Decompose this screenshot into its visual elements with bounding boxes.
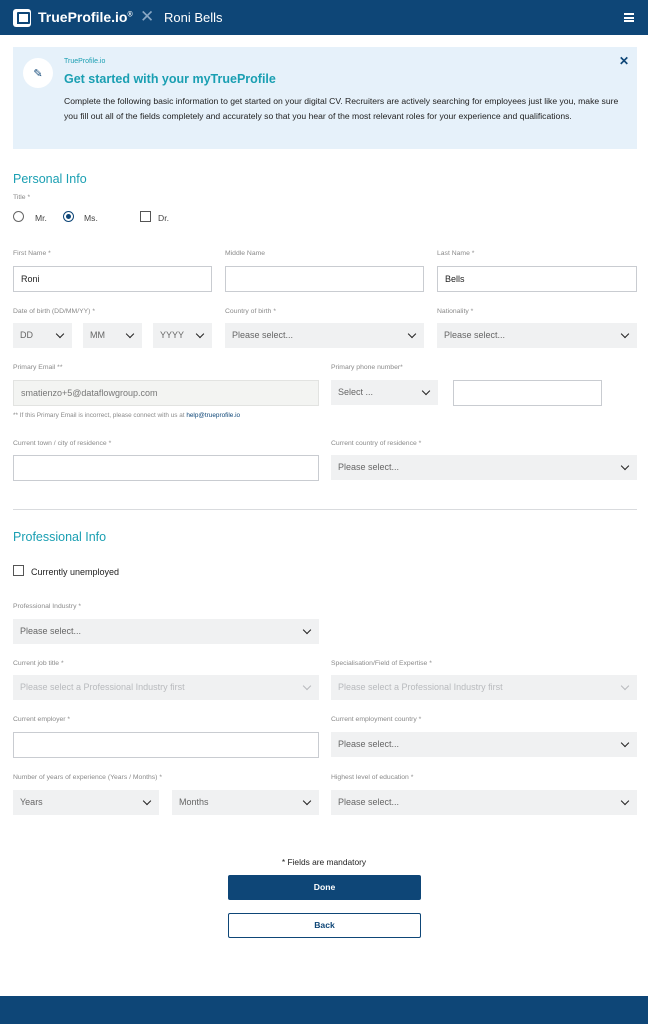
employer-field[interactable] [13, 732, 319, 758]
unemployed-label: Currently unemployed [31, 567, 120, 577]
education-label: Highest level of education * [331, 774, 414, 781]
primary-phone-label: Primary phone number* [331, 364, 403, 371]
middle-name-field[interactable] [225, 266, 424, 292]
chevron-down-icon [408, 330, 416, 338]
middle-name-label: Middle Name [225, 250, 266, 257]
first-name-label: First Name * [13, 250, 51, 257]
title-radio-ms[interactable] [63, 211, 74, 222]
chevron-down-icon [621, 330, 629, 338]
chevron-down-icon [621, 797, 629, 805]
country-of-birth-label: Country of birth * [225, 308, 276, 315]
primary-email-field: smatienzo+5@dataflowgroup.com [13, 380, 319, 406]
hamburger-icon[interactable] [624, 13, 634, 22]
primary-email-label: Primary Email ** [13, 364, 63, 371]
employment-country-select[interactable]: Please select... [331, 732, 637, 757]
experience-years-select[interactable]: Years [13, 790, 159, 815]
chevron-down-icon [126, 330, 134, 338]
residence-country-select[interactable]: Please select... [331, 455, 637, 480]
chevron-down-icon [303, 797, 311, 805]
chevron-down-icon [303, 682, 311, 690]
brand-name[interactable]: TrueProfile.io® [38, 9, 133, 25]
town-label: Current town / city of residence * [13, 440, 112, 447]
email-note: ** If this Primary Email is incorrect, please connect with us at help@trueprofile.io [13, 412, 241, 419]
dob-year-select[interactable]: YYYY [153, 323, 212, 348]
professional-info-heading: Professional Info [13, 530, 107, 544]
personal-info-heading: Personal Info [13, 172, 87, 186]
section-divider [13, 509, 637, 510]
chevron-down-icon [621, 682, 629, 690]
chevron-down-icon [56, 330, 64, 338]
dob-month-select[interactable]: MM [83, 323, 142, 348]
employment-country-label: Current employment country * [331, 716, 422, 723]
job-title-label: Current job title * [13, 660, 64, 667]
employer-label: Current employer * [13, 716, 71, 723]
education-select[interactable]: Please select... [331, 790, 637, 815]
chevron-down-icon [143, 797, 151, 805]
title-checkbox-dr[interactable] [140, 211, 151, 222]
experience-label: Number of years of experience (Years / Months) * [13, 774, 162, 781]
chevron-down-icon [621, 462, 629, 470]
unemployed-checkbox[interactable] [13, 565, 24, 576]
town-field[interactable] [13, 455, 319, 481]
banner-brand: TrueProfile.io [64, 58, 106, 65]
top-bar [0, 0, 648, 35]
banner-title: Get started with your myTrueProfile [64, 72, 276, 86]
title-radio-mr-label: Mr. [35, 213, 47, 223]
industry-label: Professional Industry * [13, 603, 82, 610]
experience-months-select[interactable]: Months [172, 790, 319, 815]
pencil-icon: ✎ [23, 58, 53, 88]
title-radio-mr[interactable] [13, 211, 24, 222]
specialisation-label: Specialisation/Field of Expertise * [331, 660, 432, 667]
user-name: Roni Bells [164, 10, 223, 25]
chevron-down-icon [621, 739, 629, 747]
chevron-down-icon [422, 387, 430, 395]
job-title-select[interactable]: Please select a Professional Industry first [13, 675, 319, 700]
industry-select[interactable]: Please select... [13, 619, 319, 644]
title-label: Title * [13, 194, 31, 201]
last-name-field[interactable]: Bells [437, 266, 637, 292]
last-name-label: Last Name * [437, 250, 475, 257]
residence-country-label: Current country of residence * [331, 440, 422, 447]
trueprofile-logo-icon[interactable] [13, 9, 31, 27]
footer-bar [0, 996, 648, 1024]
info-banner [13, 47, 637, 149]
done-button[interactable]: Done [228, 875, 421, 900]
back-button[interactable]: Back [228, 913, 421, 938]
dob-label: Date of birth (DD/MM/YY) * [13, 308, 95, 315]
first-name-field[interactable]: Roni [13, 266, 212, 292]
banner-text: Complete the following basic information to get started on your digital CV. Recruiters are actively searching for employees just like you, make sure you fill out all of the fields completely and accurately so that you hear of the most relevant roles for your experience and qualifications. [64, 96, 619, 122]
help-email-link[interactable]: help@trueprofile.io [186, 412, 241, 419]
title-radio-ms-label: Ms. [84, 213, 98, 223]
specialisation-select[interactable]: Please select a Professional Industry first [331, 675, 637, 700]
nationality-select[interactable]: Please select... [437, 323, 637, 348]
phone-code-select[interactable]: Select ... [331, 380, 438, 405]
country-of-birth-select[interactable]: Please select... [225, 323, 424, 348]
nationality-label: Nationality * [437, 308, 474, 315]
close-icon[interactable]: ✕ [619, 54, 630, 68]
dob-day-select[interactable]: DD [13, 323, 72, 348]
chevron-down-icon [303, 626, 311, 634]
mandatory-note: * Fields are mandatory [281, 857, 367, 867]
separator-icon: ✕ [140, 7, 155, 26]
chevron-down-icon [196, 330, 204, 338]
phone-number-field[interactable] [453, 380, 602, 406]
title-checkbox-dr-label: Dr. [158, 213, 169, 223]
